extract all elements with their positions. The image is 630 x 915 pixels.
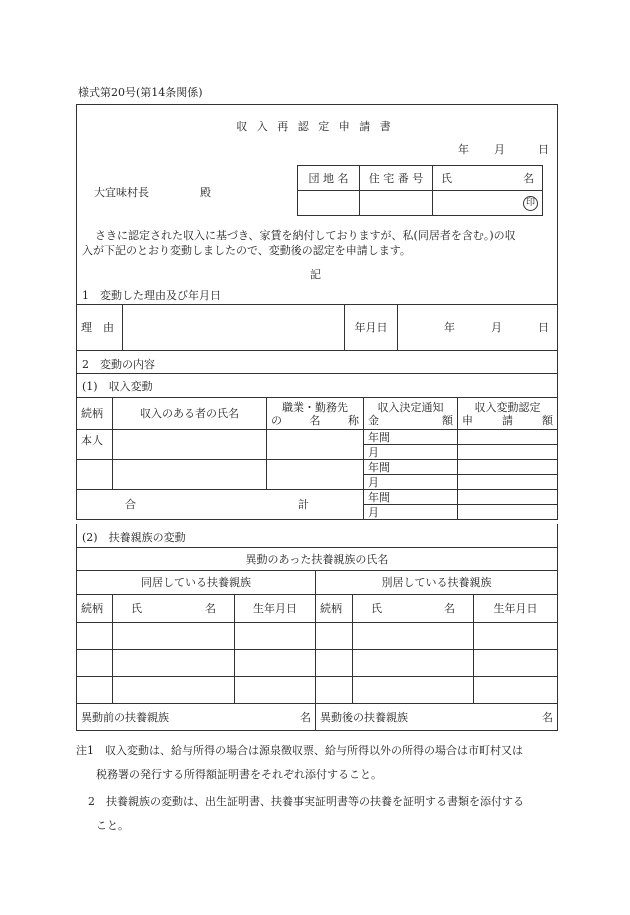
dep-cell[interactable] [235,623,316,650]
annual-total-field[interactable] [458,490,558,505]
change-char-2: 請 [502,413,513,427]
before-unit: 名 [300,710,311,724]
estate-name-header: 団 地 名 [298,166,360,191]
dep-cell[interactable] [113,677,235,704]
applicant-name-header [433,166,543,191]
total-char-1: 合 [125,498,136,511]
table-row [77,430,558,445]
dep-cell[interactable] [235,677,316,704]
cohabiting-relation-header: 続柄 [77,595,113,623]
dep-cell[interactable] [235,650,316,677]
house-number-header: 住 宅 番 号 [360,166,433,191]
total-label [77,490,364,520]
applicant-name-field[interactable] [433,191,543,216]
monthly-label: 月 [364,445,458,460]
body-text-line2: 入が下記のとおり変動しましたので、変動後の認定を申請します。 [82,244,411,257]
date-month: 月 [494,143,505,156]
earner-name-field[interactable] [113,430,267,460]
dep-cell[interactable] [316,677,353,704]
dep-cell[interactable] [77,650,113,677]
form-number: 様式第20号(第14条関係) [78,86,203,99]
dep-cell[interactable] [353,677,474,704]
occupation-field[interactable] [267,460,364,490]
name-char-1: 氏 [371,602,382,615]
income-subheading: (1) 収入変動 [82,380,153,393]
occupation-header [267,398,364,430]
table-row [77,677,558,704]
change-amount-header [458,398,558,430]
dependents-title: 異動のあった扶養親族の氏名 [77,548,558,571]
dep-cell[interactable] [474,650,558,677]
dep-cell[interactable] [316,650,353,677]
before-label: 異動前の扶養親族 [81,710,169,724]
table-row [77,650,558,677]
cohabiting-birth-header: 生年月日 [235,595,316,623]
reason-label: 理 由 [77,305,123,351]
annual-label: 年間 [364,430,458,445]
monthly-change-field[interactable] [458,445,558,460]
name-char-2: 名 [523,171,534,185]
self-label: 本人 [77,430,113,460]
earner-name-header: 収入のある者の氏名 [113,398,267,430]
dependents-table [76,547,558,731]
earner-name-field[interactable] [113,460,267,490]
notice-char-2: 額 [442,413,453,427]
name-char-2: 名 [205,602,216,615]
annual-label: 年間 [364,460,458,475]
annual-label: 年間 [364,490,458,505]
occupation-char-2: 名 [309,413,321,427]
note1-line2: 税務署の発行する所得額証明書をそれぞれ添付すること。 [96,768,382,781]
note2-line2: こと。 [96,819,129,832]
monthly-label: 月 [364,505,458,520]
ki-marker: 記 [310,268,321,281]
annual-change-field[interactable] [458,430,558,445]
dep-cell[interactable] [316,623,353,650]
cohabiting-name-header [113,595,235,623]
note1-line1: 注1 収入変動は、給与所得の場合は源泉徴収票、給与所得以外の所得の場合は市町村又は [76,744,523,757]
applicant-table [297,165,543,216]
occupation-header-top: 職業・勤務先 [282,400,348,414]
reason-month: 月 [491,321,502,334]
occupation-field[interactable] [267,430,364,460]
section2-heading: 2 変動の内容 [82,358,155,371]
notice-char-1: 金 [368,413,379,427]
reason-table [76,304,558,351]
reason-year: 年 [444,321,455,334]
date-label: 年月日 [345,305,398,351]
change-char-1: 申 [462,413,473,427]
dep-cell[interactable] [77,677,113,704]
date-day: 日 [538,143,549,156]
dep-cell[interactable] [113,623,235,650]
dep-cell[interactable] [353,623,474,650]
occupation-char-1: の [271,413,282,427]
dep-cell[interactable] [474,677,558,704]
divider [76,373,558,374]
notice-amount-header [364,398,458,430]
reason-field[interactable] [123,305,345,351]
name-char-1: 氏 [131,602,142,615]
monthly-change-field[interactable] [458,475,558,490]
table-row [77,460,558,475]
monthly-total-field[interactable] [458,505,558,520]
dep-cell[interactable] [113,650,235,677]
separate-header: 別居している扶養親族 [316,571,558,595]
section1-heading: 1 変動した理由及び年月日 [82,289,221,302]
income-table [76,397,558,520]
after-label: 異動後の扶養親族 [320,710,408,724]
separate-relation-header: 続柄 [316,595,353,623]
before-dependents-count[interactable] [77,704,316,731]
reason-day: 日 [538,321,549,334]
notice-header-top: 収入決定通知 [377,400,444,414]
separate-birth-header: 生年月日 [474,595,558,623]
after-dependents-count[interactable] [316,704,558,731]
name-char-2: 名 [444,602,455,615]
body-text-line1: さきに認定された収入に基づき、家賃を納付しておりますが、私(同居者を含む。)の収 [95,229,516,242]
cohabiting-header: 同居している扶養親族 [77,571,316,595]
separate-name-header [353,595,474,623]
relation-header: 続柄 [77,398,113,430]
date-year: 年 [458,143,469,156]
dependents-subheading: (2) 扶養親族の変動 [82,531,186,544]
dep-cell[interactable] [353,650,474,677]
seal-mark: 印 [523,196,538,211]
relation-field[interactable] [77,460,113,490]
reason-date-field[interactable] [398,305,558,351]
after-unit: 名 [542,710,553,724]
total-row [77,490,558,505]
estate-name-field[interactable] [298,191,360,216]
dep-cell[interactable] [474,623,558,650]
change-char-3: 額 [542,413,553,427]
table-row [77,623,558,650]
occupation-char-3: 称 [348,413,359,427]
form-title: 収 入 再 認 定 申 請 書 [236,120,394,133]
annual-change-field[interactable] [458,460,558,475]
total-char-2: 計 [298,498,309,511]
house-number-field[interactable] [360,191,433,216]
change-header-top: 収入変動認定 [474,400,541,414]
name-char-1: 氏 [441,171,452,185]
dep-cell[interactable] [77,623,113,650]
addressee-mayor: 大宜味村長 [94,186,149,199]
note2-line1: 2 扶養親族の変動は、出生証明書、扶養事実証明書等の扶養を証明する書類を添付する [88,795,524,808]
monthly-label: 月 [364,475,458,490]
addressee-honorific: 殿 [200,186,211,199]
